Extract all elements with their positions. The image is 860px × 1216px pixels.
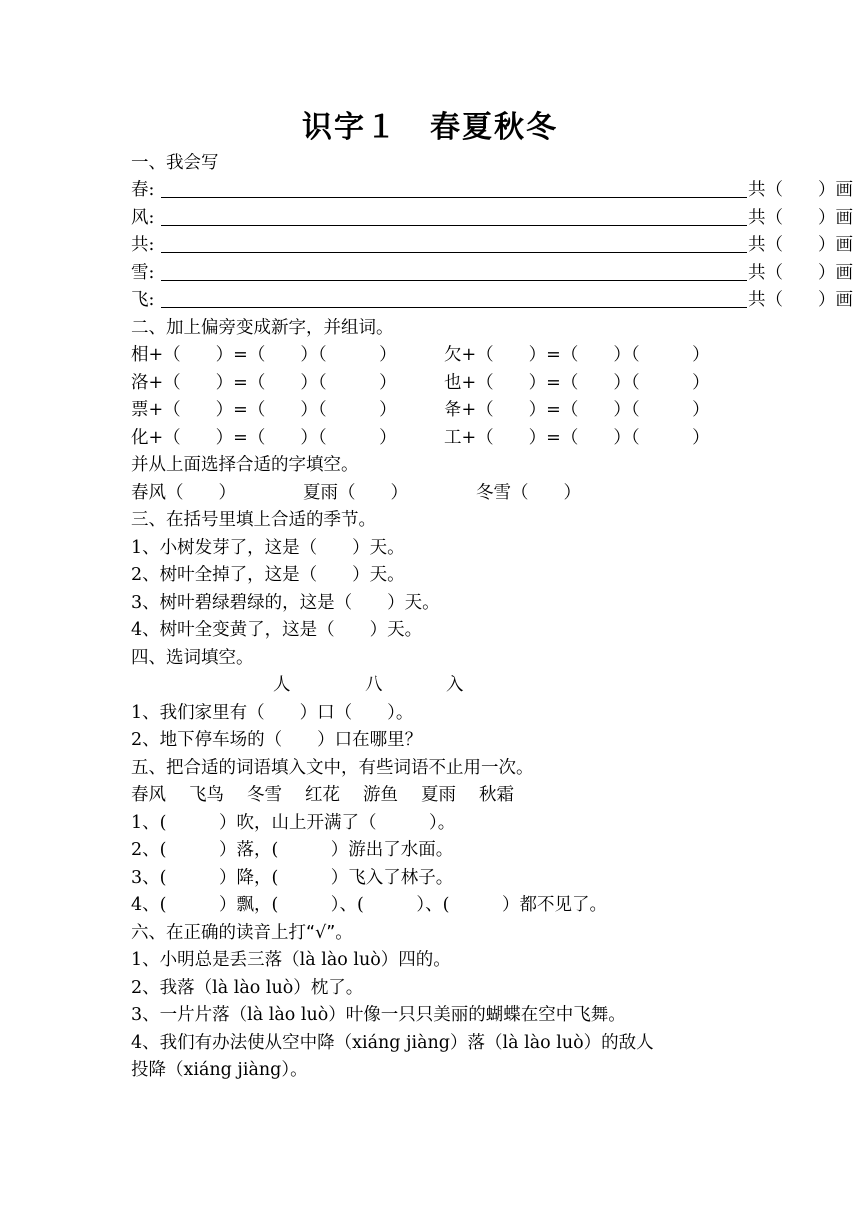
section-4-heading: 四、选词填空。 xyxy=(131,648,254,668)
question-item: 1、小明总是丢三落（là lào luò）四的。 xyxy=(131,950,451,970)
question-item: 2、我落（là lào luò）枕了。 xyxy=(131,978,364,998)
write-char: 飞: xyxy=(131,290,155,310)
radical-row-left: 票+（ ）=（ ）（ ） xyxy=(131,400,397,420)
question-item: 投降（xiáng jiàng）。 xyxy=(131,1060,308,1080)
question-item: 1、( ）吹，山上开满了（ ）。 xyxy=(131,813,456,833)
radical-row-right: 工+（ ）=（ ）（ ） xyxy=(444,428,710,448)
fill-blank-item: 夏雨（ ） xyxy=(303,483,408,503)
write-line xyxy=(161,307,747,308)
write-char: 雪: xyxy=(131,263,155,283)
question-item: 1、小树发芽了，这是（ ）天。 xyxy=(131,538,405,558)
word-bank-item: 秋霜 xyxy=(479,785,514,805)
write-row xyxy=(131,287,853,314)
write-line xyxy=(161,280,747,281)
stroke-count: 共（ ）画 xyxy=(748,263,853,283)
word-option: 八 xyxy=(365,675,383,695)
stroke-count: 共（ ）画 xyxy=(748,208,853,228)
radical-row-right: 欠+（ ）=（ ）（ ） xyxy=(444,345,710,365)
stroke-count: 共（ ）画 xyxy=(748,290,853,310)
write-row xyxy=(131,205,853,232)
section-1-heading: 一、我会写 xyxy=(131,153,219,173)
write-row xyxy=(131,260,853,287)
write-row xyxy=(131,232,853,259)
write-char: 风: xyxy=(131,208,155,228)
question-item: 4、( ）飘，( ）、( ）、( ）都不见了。 xyxy=(131,895,607,915)
question-item: 1、我们家里有（ ）口（ ）。 xyxy=(131,703,414,723)
word-bank-item: 夏雨 xyxy=(421,785,456,805)
question-item: 4、我们有办法使从空中降（xiáng jiàng）落（là lào luò）的敌人 xyxy=(131,1033,654,1053)
word-option: 人 xyxy=(273,675,291,695)
radical-row-right: 夅+（ ）=（ ）（ ） xyxy=(444,400,710,420)
question-item: 3、一片片落（là lào luò）叶像一只只美丽的蝴蝶在空中飞舞。 xyxy=(131,1005,626,1025)
word-bank-item: 春风 xyxy=(131,785,166,805)
stroke-count: 共（ ）画 xyxy=(748,180,853,200)
write-line xyxy=(161,225,747,226)
question-item: 3、树叶碧绿碧绿的，这是（ ）天。 xyxy=(131,593,440,613)
question-item: 2、地下停车场的（ ）口在哪里？ xyxy=(131,730,423,750)
question-item: 2、树叶全掉了，这是（ ）天。 xyxy=(131,565,405,585)
write-line xyxy=(161,197,747,198)
radical-row-right: 也+（ ）=（ ）（ ） xyxy=(444,373,710,393)
fill-blank-item: 春风（ ） xyxy=(131,483,236,503)
section-5-heading: 五、把合适的词语填入文中，有些词语不止用一次。 xyxy=(131,758,534,778)
word-bank-item: 飞鸟 xyxy=(189,785,224,805)
word-bank xyxy=(131,782,514,809)
word-bank-item: 游鱼 xyxy=(363,785,398,805)
word-option: 入 xyxy=(446,675,464,695)
radical-row-left: 洛+（ ）=（ ）（ ） xyxy=(131,373,397,393)
section-3-heading: 三、在括号里填上合适的季节。 xyxy=(131,510,376,530)
write-row xyxy=(131,177,853,204)
question-item: 3、( ）降，( ）飞入了林子。 xyxy=(131,868,454,888)
fill-blank-item: 冬雪（ ） xyxy=(476,483,581,503)
radical-row-left: 化+（ ）=（ ）（ ） xyxy=(131,428,397,448)
radical-row-left: 相+（ ）=（ ）（ ） xyxy=(131,345,397,365)
fill-instruction: 并从上面选择合适的字填空。 xyxy=(131,455,359,475)
write-line xyxy=(161,252,747,253)
write-char: 春: xyxy=(131,180,155,200)
word-bank-item: 红花 xyxy=(305,785,340,805)
page-title: 识字１ 春夏秋冬 xyxy=(302,110,558,145)
section-2-heading: 二、加上偏旁变成新字，并组词。 xyxy=(131,318,394,338)
section-6-heading: 六、在正确的读音上打“√”。 xyxy=(131,923,353,943)
question-item: 2、( ）落，( ）游出了水面。 xyxy=(131,840,454,860)
stroke-count: 共（ ）画 xyxy=(748,235,853,255)
write-char: 共: xyxy=(131,235,155,255)
word-bank-item: 冬雪 xyxy=(247,785,282,805)
question-item: 4、树叶全变黄了，这是（ ）天。 xyxy=(131,620,423,640)
